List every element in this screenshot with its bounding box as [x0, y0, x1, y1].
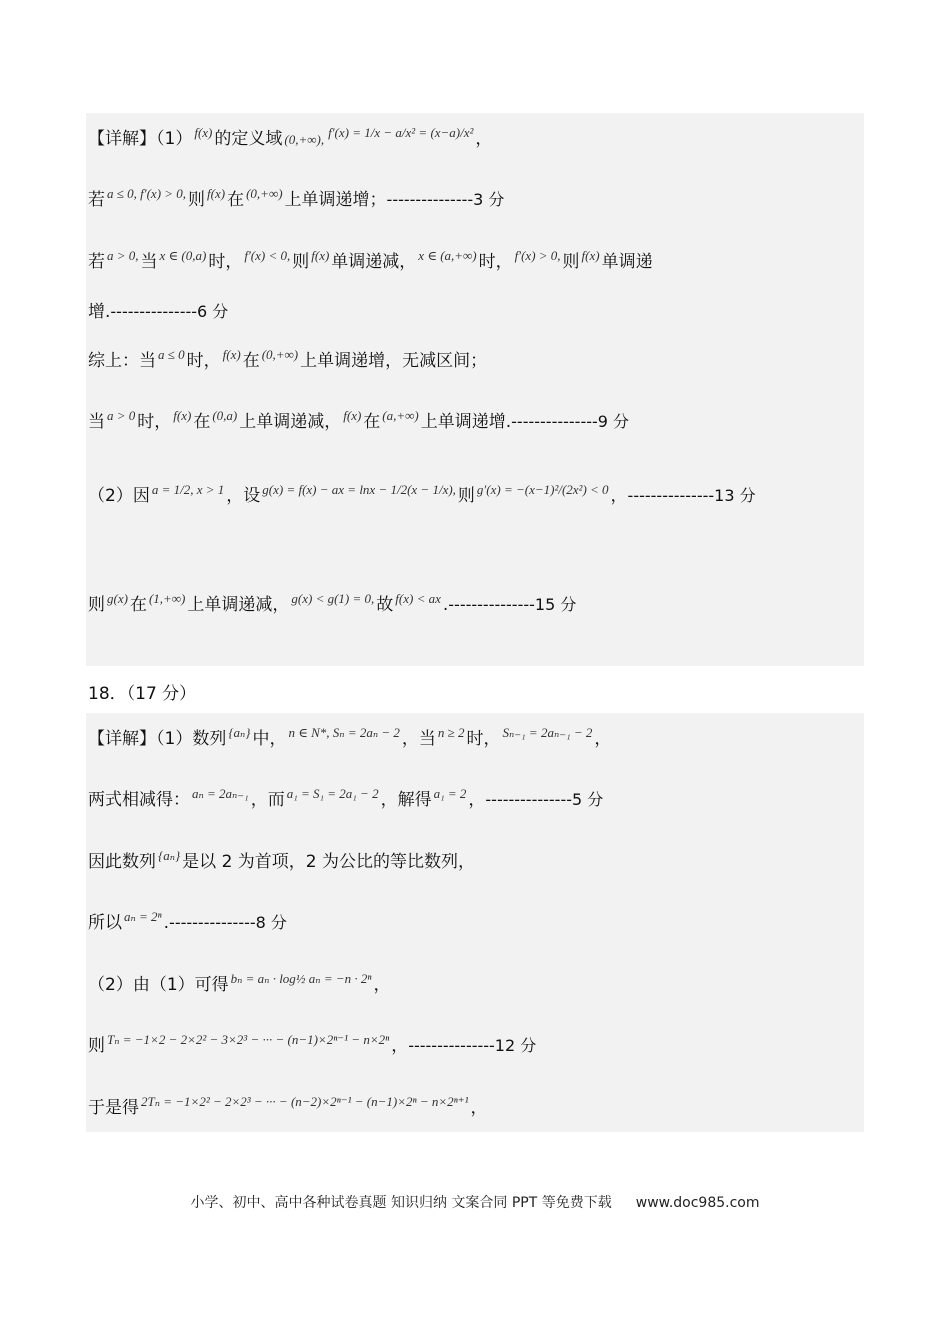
text: ，	[391, 1036, 409, 1056]
math: x ∈ (a,+∞)	[418, 248, 477, 263]
text: 时，	[466, 729, 501, 749]
text: 在	[193, 412, 211, 432]
q17-line-3	[88, 250, 653, 275]
math: aₙ = 2ⁿ	[124, 909, 162, 924]
score-marker: ---------------15 分	[448, 595, 577, 614]
math: f(x)	[311, 248, 330, 263]
math: f′(x) = 1/x − a/x² = (x−a)/x²	[328, 125, 474, 140]
math: (a,+∞)	[382, 408, 419, 423]
footer-text: 小学、初中、高中各种试卷真题 知识归纳 文案合同 PPT 等免费下载	[190, 1195, 612, 1211]
text: 中，	[252, 729, 287, 749]
score-marker: ---------------8 分	[169, 913, 287, 932]
math: f(x)	[222, 347, 241, 362]
math: a = 1/2, x > 1	[151, 482, 225, 497]
text: 综上：当	[88, 351, 156, 371]
math: (0,+∞)	[261, 347, 299, 362]
text: ，	[610, 486, 628, 506]
text: 是以 2 为首项，2 为公比的等比数列，	[182, 852, 476, 872]
text: .	[442, 595, 449, 615]
text: 增.	[88, 302, 111, 322]
text: 于是得	[88, 1098, 139, 1118]
math: a ≤ 0	[158, 347, 185, 362]
math: (0,+∞)	[246, 186, 283, 201]
text: 【详解】（1）数列	[88, 729, 227, 749]
math: f(x)	[343, 408, 362, 423]
q17-line-5	[88, 349, 487, 374]
math: bₙ = aₙ · log½ aₙ = −n · 2ⁿ	[230, 971, 372, 986]
text: 若	[88, 190, 105, 210]
math: f′(x) < 0,	[244, 248, 291, 263]
text: 时，	[137, 412, 172, 432]
math: f(x)	[173, 408, 192, 423]
footer-link[interactable]: www.doc985.com	[635, 1195, 760, 1211]
text: 【详解】（1）	[88, 129, 193, 149]
q17-line-4	[88, 300, 228, 324]
text: 上单调递增；	[284, 190, 387, 210]
page-footer	[0, 1192, 950, 1212]
math: a₁ = 2	[433, 786, 467, 801]
text: 上单调递减，	[187, 595, 290, 615]
q17-line-2	[88, 188, 504, 213]
text: 在	[227, 190, 245, 210]
q18-line-4	[88, 911, 287, 936]
text: ，解得	[380, 790, 432, 810]
text: ，	[475, 129, 493, 149]
text: 上单调递减，	[239, 412, 342, 432]
text: ，设	[226, 486, 261, 506]
math: 2Tₙ = −1×2² − 2×2³ − ··· − (n−2)×2ⁿ⁻¹ − (n−1)×2ⁿ − n×2ⁿ⁺¹	[141, 1094, 469, 1109]
q17-line-7	[88, 484, 756, 509]
text: 单调递减，	[331, 252, 417, 272]
text: 若	[88, 252, 105, 272]
text: 的定义域	[214, 129, 283, 149]
q17-line-6	[88, 410, 629, 435]
math: g(x)	[107, 591, 128, 606]
math: f′(x) > 0,	[514, 248, 561, 263]
text: 上单调递增，无减区间；	[300, 351, 488, 371]
math: n ∈ N*, Sₙ = 2aₙ − 2	[288, 725, 400, 740]
text: 则	[292, 252, 310, 272]
math: f(x)	[207, 186, 226, 201]
q18-line-2	[88, 788, 603, 813]
text: 单调递	[601, 252, 653, 272]
text: 时，	[208, 252, 243, 272]
math: a > 0,	[107, 248, 139, 263]
text: 两式相减得：	[88, 790, 190, 810]
text: 在	[242, 351, 260, 371]
q18-line-1	[88, 727, 611, 752]
math: f(x)	[581, 248, 600, 263]
text: 则	[457, 486, 475, 506]
math: (0,a)	[212, 408, 238, 423]
text: 则	[188, 190, 206, 210]
math: x ∈ (0,a)	[159, 248, 207, 263]
text: 故	[376, 595, 394, 615]
math: a₁ = S₁ = 2a₁ − 2	[286, 786, 379, 801]
score-marker: ---------------12 分	[408, 1036, 537, 1055]
text: （2）因	[88, 486, 150, 506]
text: 则	[562, 252, 580, 272]
text: （2）由（1）可得	[88, 975, 229, 995]
text: 则	[88, 595, 105, 615]
q18-line-5	[88, 973, 390, 998]
q18-line-7	[88, 1096, 487, 1121]
math: g(x) = f(x) − ax = lnx − 1/2(x − 1/x),	[262, 482, 456, 497]
math: {aₙ}	[228, 725, 251, 740]
text: ，当	[401, 729, 436, 749]
text: 时，	[478, 252, 513, 272]
text: ，而	[250, 790, 285, 810]
text: 上单调递增.	[420, 412, 512, 432]
text: 在	[129, 595, 147, 615]
score-marker: ---------------6 分	[110, 302, 229, 321]
math: a ≤ 0, f′(x) > 0,	[107, 186, 187, 201]
text: 在	[363, 412, 381, 432]
score-marker: ---------------3 分	[386, 190, 505, 209]
question-18-heading: 18．（17 分）	[88, 684, 197, 704]
math: n ≥ 2	[437, 725, 465, 740]
text: 当	[88, 412, 105, 432]
math: f(x) < ax	[395, 591, 441, 606]
text: ，	[594, 729, 612, 749]
q17-line-1	[88, 127, 492, 152]
math: (0,+∞),	[284, 132, 325, 147]
math: g′(x) = −(x−1)²/(2x²) < 0	[476, 482, 609, 497]
math: {aₙ}	[158, 848, 181, 863]
q18-line-3	[88, 850, 475, 875]
math: g(x) < g(1) = 0,	[291, 591, 375, 606]
text: .	[163, 913, 170, 933]
score-marker: ---------------9 分	[511, 412, 630, 431]
text: 则	[88, 1036, 105, 1056]
math: f(x)	[194, 125, 213, 140]
math: Sₙ₋₁ = 2aₙ₋₁ − 2	[502, 725, 593, 740]
math: a > 0	[107, 408, 136, 423]
score-marker: ---------------5 分	[485, 790, 604, 809]
text: 因此数列	[88, 852, 156, 872]
math: aₙ = 2aₙ₋₁	[192, 786, 249, 801]
text: ，	[468, 790, 486, 810]
text: ，	[470, 1098, 488, 1118]
text: ，	[373, 975, 391, 995]
text: 当	[140, 252, 158, 272]
math: Tₙ = −1×2 − 2×2² − 3×2³ − ··· − (n−1)×2ⁿ⁻¹ − n×2ⁿ	[107, 1032, 390, 1047]
score-marker: ---------------13 分	[627, 486, 756, 505]
text: 所以	[88, 913, 122, 933]
math: (1,+∞)	[148, 591, 186, 606]
text: 时，	[186, 351, 221, 371]
q17-line-8	[88, 593, 576, 618]
q18-line-6	[88, 1034, 536, 1059]
